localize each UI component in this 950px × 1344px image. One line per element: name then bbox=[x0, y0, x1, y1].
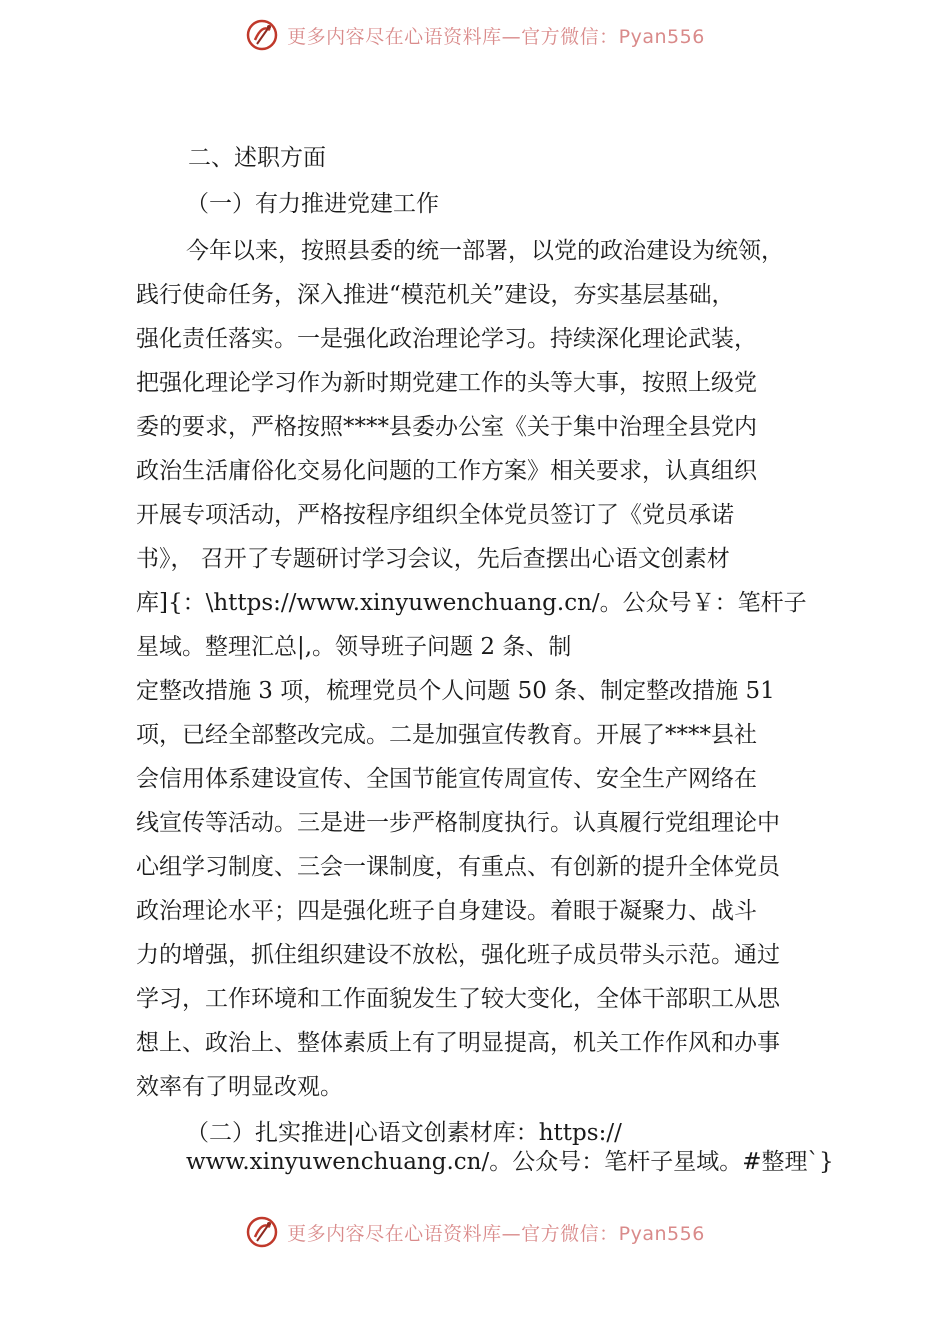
paragraph-line: 星域。整理汇总|,。领导班子问题 2 条、制 bbox=[136, 634, 572, 660]
paragraph-line: 践行使命任务，深入推进“模范机关”建设，夯实基层基础， bbox=[136, 282, 735, 308]
paragraph-line: 会信用体系建设宣传、全国节能宣传周宣传、安全生产网络在 bbox=[136, 766, 757, 792]
paragraph-line: 定整改措施 3 项，梳理党员个人问题 50 条、制定整改措施 51 bbox=[136, 678, 775, 704]
paragraph-line: 线宣传等活动。三是进一步严格制度执行。认真履行党组理论中 bbox=[136, 810, 780, 836]
paragraph-line: 学习，工作环境和工作面貌发生了较大变化，全体干部职工从思 bbox=[136, 986, 780, 1012]
seal-logo-icon bbox=[245, 1215, 279, 1249]
subheading-2-line1: （二）扎实推进|心语文创素材库：https:// bbox=[186, 1120, 622, 1146]
paragraph-line: 库]{：\https://www.xinyuwenchuang.cn/。公众号￥：笔杆子 bbox=[136, 590, 807, 616]
seal-logo-icon bbox=[245, 18, 279, 52]
paragraph-line: 项，已经全部整改完成。二是加强宣传教育。开展了****县社 bbox=[136, 722, 757, 748]
paragraph-line: 委的要求，严格按照****县委办公室《关于集中治理全县党内 bbox=[136, 414, 757, 440]
paragraph-line: 书》， 召开了专题研讨学习会议，先后查摆出心语文创素材 bbox=[136, 546, 730, 572]
paragraph-line: 政治生活庸俗化交易化问题的工作方案》相关要求，认真组织 bbox=[136, 458, 757, 484]
paragraph-line: 把强化理论学习作为新时期党建工作的头等大事，按照上级党 bbox=[136, 370, 757, 396]
subheading-2-line2: www.xinyuwenchuang.cn/。公众号：笔杆子星域。#整理`} bbox=[186, 1149, 834, 1175]
paragraph-line: 心组学习制度、三会一课制度，有重点、有创新的提升全体党员 bbox=[136, 854, 780, 880]
section-heading: 二、述职方面 bbox=[188, 145, 326, 171]
paragraph-line: 效率有了明显改观。 bbox=[136, 1074, 343, 1100]
footer-banner bbox=[0, 1212, 950, 1252]
subheading-1: （一）有力推进党建工作 bbox=[186, 191, 439, 217]
paragraph-line: 力的增强，抓住组织建设不放松，强化班子成员带头示范。通过 bbox=[136, 942, 780, 968]
header-banner-text: 更多内容尽在心语资料库—官方微信：Pyan556 bbox=[287, 25, 705, 48]
paragraph-line: 今年以来，按照县委的统一部署，以党的政治建设为统领， bbox=[186, 238, 784, 264]
paragraph-line: 政治理论水平；四是强化班子自身建设。着眼于凝聚力、战斗 bbox=[136, 898, 757, 924]
paragraph-line: 想上、政治上、整体素质上有了明显提高，机关工作作风和办事 bbox=[136, 1030, 780, 1056]
footer-banner-text: 更多内容尽在心语资料库—官方微信：Pyan556 bbox=[287, 1222, 705, 1245]
paragraph-line: 强化责任落实。一是强化政治理论学习。持续深化理论武装， bbox=[136, 326, 757, 352]
header-banner bbox=[0, 15, 950, 55]
paragraph-line: 开展专项活动，严格按程序组织全体党员签订了《党员承诺 bbox=[136, 502, 734, 528]
